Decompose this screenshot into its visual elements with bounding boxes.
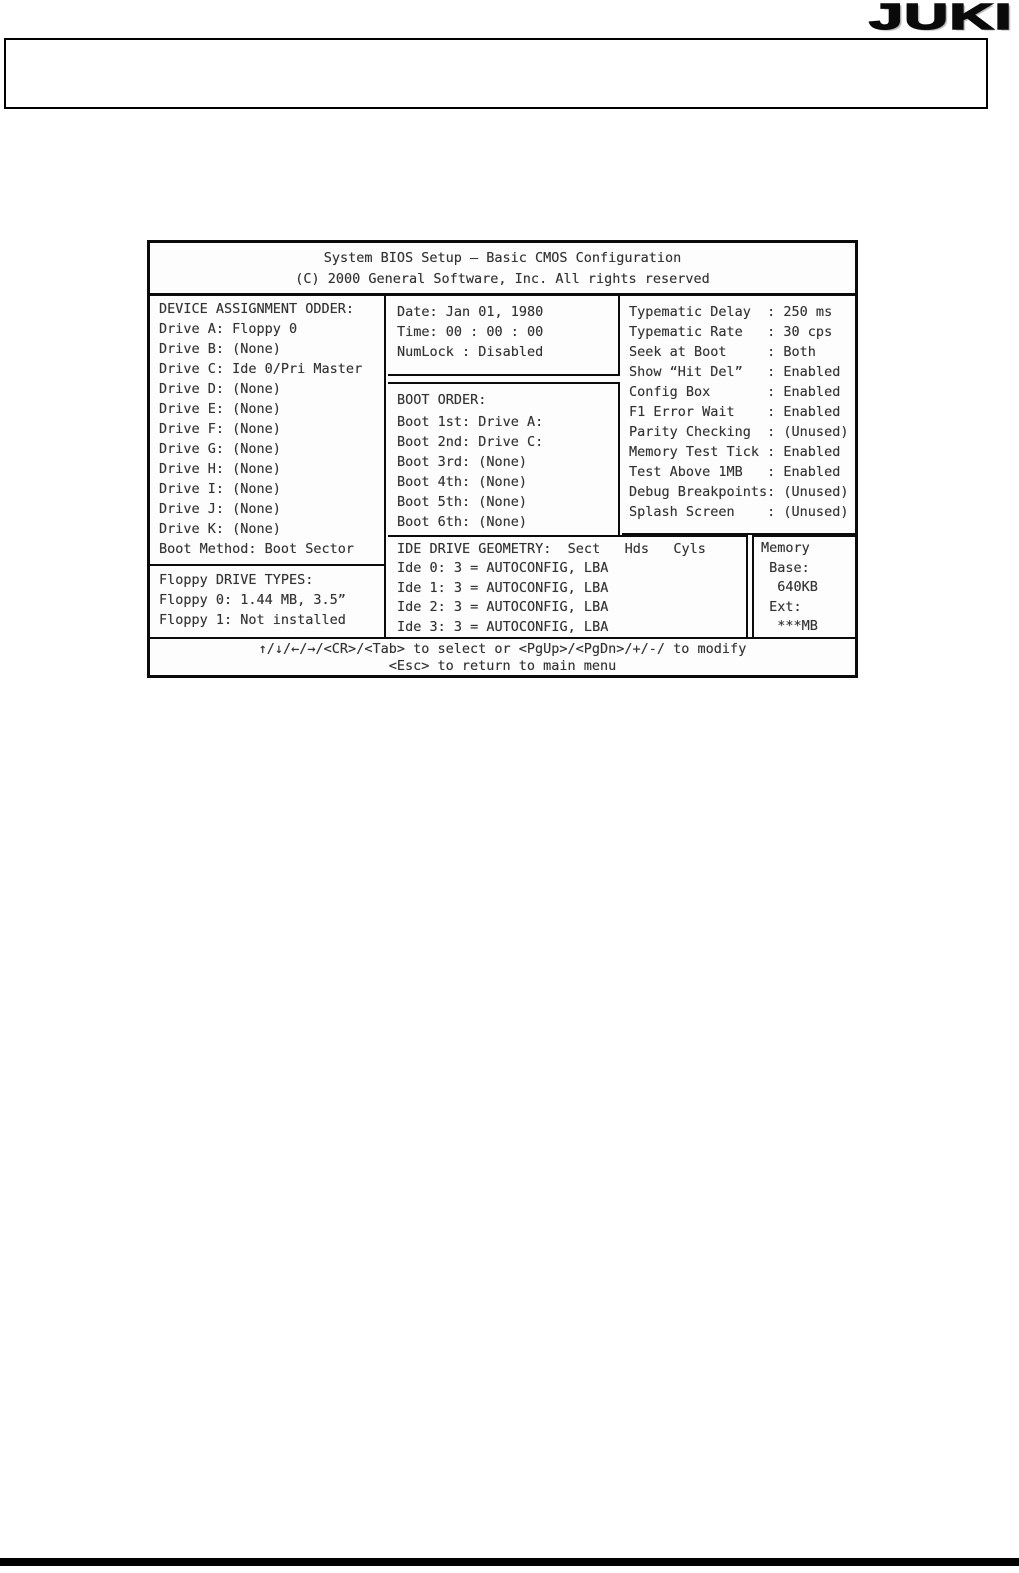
bios-setup-screenshot <box>147 240 858 678</box>
config-box-row: Config Box : Enabled <box>629 384 841 400</box>
seek-at-boot-row: Seek at Boot : Both <box>629 344 816 360</box>
device-assignment-heading: DEVICE ASSIGNMENT ODDER: <box>159 301 355 317</box>
boot-2nd-row: Boot 2nd: Drive C: <box>397 434 544 450</box>
floppy-types-heading: Floppy DRIVE TYPES: <box>159 572 314 588</box>
bios-body <box>150 296 855 637</box>
floppy1-row: Floppy 1: Not installed <box>159 612 346 628</box>
memory-panel <box>752 535 855 637</box>
ide1-row: Ide 1: 3 = AUTOCONFIG, LBA <box>397 579 609 596</box>
memory-base-label: Base: <box>761 559 810 576</box>
boot-4th-row: Boot 4th: (None) <box>397 474 528 490</box>
memory-ext-value: ***MB <box>761 618 818 634</box>
typematic-rate-row: Typematic Rate : 30 cps <box>629 324 833 340</box>
device-row-i: Drive I: (None) <box>159 481 281 497</box>
memory-test-tick-row: Memory Test Tick : Enabled <box>629 444 841 460</box>
debug-breakpoints-row: Debug Breakpoints: (Unused) <box>629 484 849 500</box>
bios-help-bar <box>150 637 855 674</box>
show-hit-del-row: Show “Hit Del” : Enabled <box>629 364 841 380</box>
settings-panel <box>622 296 855 535</box>
ide2-row: Ide 2: 3 = AUTOCONFIG, LBA <box>397 599 609 615</box>
device-row-k: Drive K: (None) <box>159 521 281 537</box>
device-row-f: Drive F: (None) <box>159 421 281 437</box>
bios-title-bar <box>150 243 855 296</box>
boot-method-row: Boot Method: Boot Sector <box>159 541 355 557</box>
f1-error-wait-row: F1 Error Wait : Enabled <box>629 404 841 420</box>
floppy0-row: Floppy 0: 1.44 MB, 3.5” <box>159 592 346 608</box>
juki-logo: JUKI <box>869 0 1013 37</box>
memory-ext-label: Ext: <box>761 598 802 615</box>
device-assignment-panel <box>150 296 386 637</box>
bios-title-line1: System BIOS Setup — Basic CMOS Configuration <box>323 250 682 266</box>
device-row-b: Drive B: (None) <box>159 341 281 357</box>
boot-5th-row: Boot 5th: (None) <box>397 494 528 510</box>
test-above-1mb-row: Test Above 1MB : Enabled <box>629 464 841 480</box>
ide-geometry-heading: IDE DRIVE GEOMETRY: Sect Hds Cyls <box>397 541 706 557</box>
device-row-j: Drive J: (None) <box>159 501 281 517</box>
page-bottom-rule <box>0 1558 1019 1566</box>
parity-checking-row: Parity Checking : (Unused) <box>629 424 849 440</box>
help-line2: <Esc> to return to main menu <box>388 658 617 674</box>
device-row-c: Drive C: Ide 0/Pri Master <box>159 361 363 377</box>
help-line1: ↑/↓/←/→/<CR>/<Tab> to select or <PgUp>/<PgDn>/+/-/ to modify <box>258 641 747 657</box>
ide3-row: Ide 3: 3 = AUTOCONFIG, LBA <box>397 618 609 635</box>
device-row-h: Drive H: (None) <box>159 461 281 477</box>
device-row-g: Drive G: (None) <box>159 441 281 457</box>
memory-heading: Memory <box>761 540 810 556</box>
device-row-e: Drive E: (None) <box>159 401 281 417</box>
splash-screen-row: Splash Screen : (Unused) <box>629 504 849 520</box>
boot-1st-row: Boot 1st: Drive A: <box>397 414 544 430</box>
bios-title-line2: (C) 2000 General Software, Inc. All rights reserved <box>295 271 710 287</box>
memory-base-value: 640KB <box>761 579 818 595</box>
boot-order-heading: BOOT ORDER: <box>397 392 487 408</box>
typematic-delay-row: Typematic Delay : 250 ms <box>629 304 833 320</box>
boot-order-panel <box>388 382 620 535</box>
empty-header-box <box>4 38 988 109</box>
date-row: Date: Jan 01, 1980 <box>397 304 544 320</box>
ide0-row: Ide 0: 3 = AUTOCONFIG, LBA <box>397 560 609 576</box>
numlock-row: NumLock : Disabled <box>397 344 544 360</box>
floppy-types-panel <box>150 564 384 630</box>
boot-6th-row: Boot 6th: (None) <box>397 514 528 530</box>
device-row-a: Drive A: Floppy 0 <box>159 321 298 337</box>
time-row: Time: 00 : 00 : 00 <box>397 324 544 340</box>
ide-geometry-panel <box>388 535 748 637</box>
boot-3rd-row: Boot 3rd: (None) <box>397 454 528 470</box>
device-row-d: Drive D: (None) <box>159 381 281 397</box>
datetime-panel <box>388 296 620 376</box>
